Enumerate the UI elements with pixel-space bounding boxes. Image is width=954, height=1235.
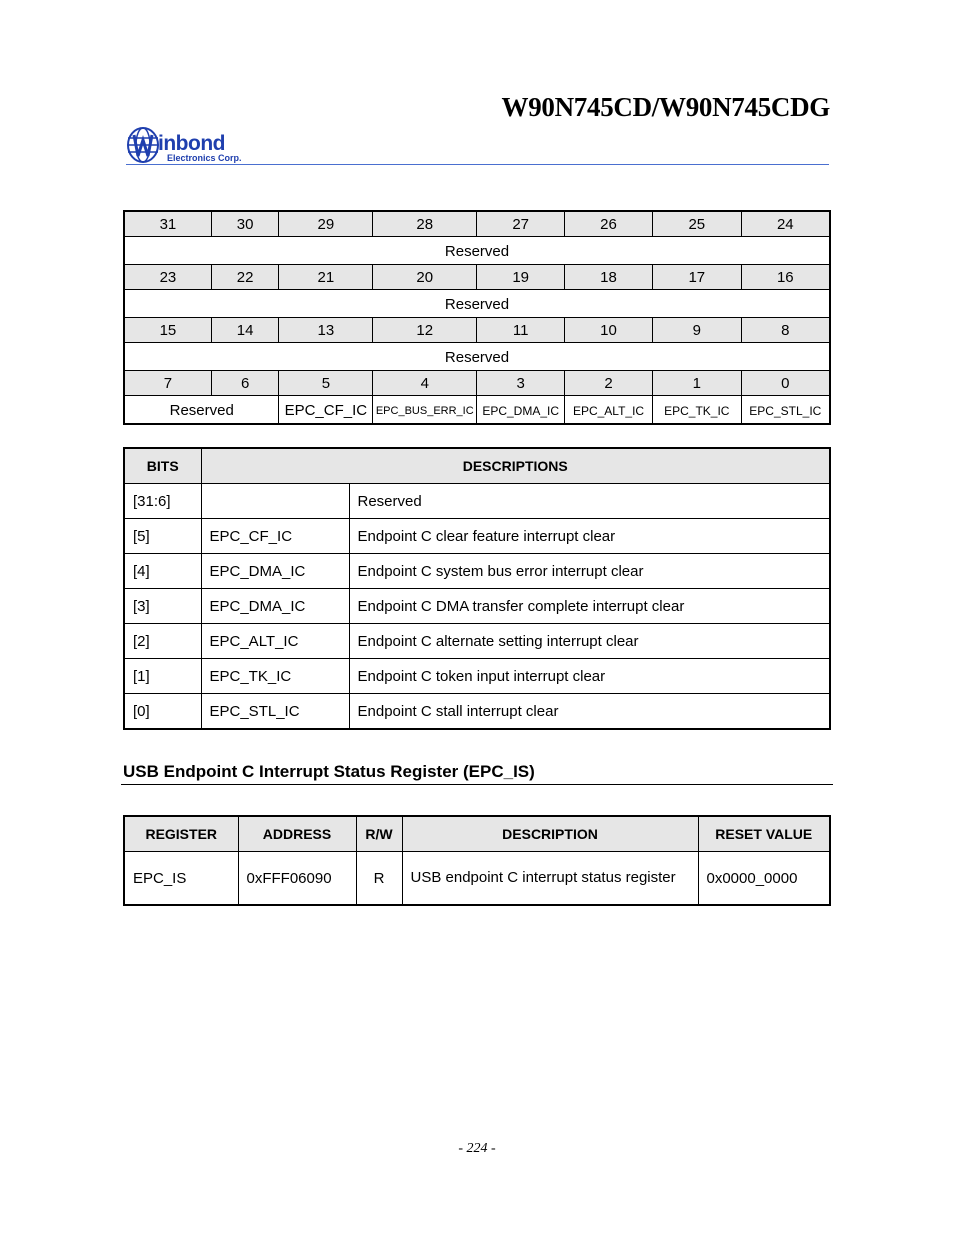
- cell-name: EPC_DMA_IC: [201, 554, 349, 589]
- cell-rw: R: [356, 852, 402, 906]
- cell-bits: [5]: [124, 519, 201, 554]
- bit-number-row: [124, 318, 830, 343]
- header-rw: R/W: [356, 816, 402, 852]
- bit-number: 5: [279, 371, 373, 396]
- bit-number: 1: [652, 371, 741, 396]
- cell-name: EPC_ALT_IC: [201, 624, 349, 659]
- cell-address: 0xFFF06090: [238, 852, 356, 906]
- table-row: [124, 659, 830, 694]
- header-register: REGISTER: [124, 816, 238, 852]
- reserved-field: Reserved: [124, 290, 830, 318]
- table-header-row: [124, 448, 830, 484]
- cell-bits: [31:6]: [124, 484, 201, 519]
- reserved-field: Reserved: [124, 237, 830, 265]
- bit-number: 27: [477, 211, 565, 237]
- register-table: [123, 815, 831, 906]
- bit-field-row: [124, 237, 830, 265]
- cell-bits: [2]: [124, 624, 201, 659]
- bit-number: 29: [279, 211, 373, 237]
- bit-number: 4: [373, 371, 477, 396]
- cell-name: [201, 484, 349, 519]
- bit-number-row: [124, 265, 830, 290]
- bit-number: 2: [565, 371, 653, 396]
- cell-desc: Endpoint C stall interrupt clear: [349, 694, 830, 730]
- cell-desc: Endpoint C alternate setting interrupt clear: [349, 624, 830, 659]
- cell-register: EPC_IS: [124, 852, 238, 906]
- bit-number: 25: [652, 211, 741, 237]
- cell-bits: [1]: [124, 659, 201, 694]
- bit-number: 20: [373, 265, 477, 290]
- cell-desc: Endpoint C DMA transfer complete interrupt clear: [349, 589, 830, 624]
- bit-number: 23: [124, 265, 211, 290]
- bit-field-row: [124, 343, 830, 371]
- bit-number: 24: [741, 211, 830, 237]
- cell-bits: [3]: [124, 589, 201, 624]
- header-reset-value: RESET VALUE: [698, 816, 830, 852]
- cell-reset-value: 0x0000_0000: [698, 852, 830, 906]
- bit-number: 28: [373, 211, 477, 237]
- bit-number-row: [124, 371, 830, 396]
- cell-description: USB endpoint C interrupt status register: [402, 852, 698, 906]
- bit-number: 0: [741, 371, 830, 396]
- section-heading: USB Endpoint C Interrupt Status Register (EPC_IS): [123, 762, 535, 781]
- table-row: [124, 554, 830, 589]
- bit-number: 9: [652, 318, 741, 343]
- cell-name: EPC_STL_IC: [201, 694, 349, 730]
- table-row: [124, 694, 830, 730]
- cell-desc: Endpoint C clear feature interrupt clear: [349, 519, 830, 554]
- bit-number: 31: [124, 211, 211, 237]
- section-rule: [121, 784, 833, 785]
- logo-wordmark: inbond: [158, 132, 225, 155]
- header-bits: BITS: [124, 448, 201, 484]
- field-epc-alt-ic: EPC_ALT_IC: [565, 396, 653, 425]
- logo-subtitle: Electronics Corp.: [167, 153, 242, 163]
- cell-bits: [4]: [124, 554, 201, 589]
- bit-number: 8: [741, 318, 830, 343]
- bit-description-table: [123, 447, 831, 730]
- bit-map-table: [123, 210, 831, 425]
- table-row: [124, 589, 830, 624]
- bit-number: 16: [741, 265, 830, 290]
- header-description: DESCRIPTION: [402, 816, 698, 852]
- field-epc-tk-ic: EPC_TK_IC: [652, 396, 741, 425]
- cell-name: EPC_TK_IC: [201, 659, 349, 694]
- bit-number: 18: [565, 265, 653, 290]
- field-epc-bus-err-ic: EPC_BUS_ERR_IC: [373, 396, 477, 425]
- bit-number: 26: [565, 211, 653, 237]
- bit-number: 3: [477, 371, 565, 396]
- header-descriptions: DESCRIPTIONS: [201, 448, 830, 484]
- bit-number: 19: [477, 265, 565, 290]
- table-header-row: [124, 816, 830, 852]
- winbond-logo: [126, 126, 256, 166]
- field-epc-dma-ic: EPC_DMA_IC: [477, 396, 565, 425]
- cell-desc: Endpoint C token input interrupt clear: [349, 659, 830, 694]
- bit-number: 22: [211, 265, 279, 290]
- bit-field-row: [124, 396, 830, 425]
- bit-number-row: [124, 211, 830, 237]
- reserved-field: Reserved: [124, 343, 830, 371]
- reserved-field: Reserved: [124, 396, 279, 425]
- bit-number: 21: [279, 265, 373, 290]
- header-rule: [126, 164, 829, 165]
- table-row: [124, 484, 830, 519]
- bit-number: 15: [124, 318, 211, 343]
- table-row: [124, 852, 830, 906]
- bit-number: 11: [477, 318, 565, 343]
- cell-desc: Endpoint C system bus error interrupt clear: [349, 554, 830, 589]
- bit-number: 14: [211, 318, 279, 343]
- table-row: [124, 519, 830, 554]
- field-epc-cf-ic: EPC_CF_IC: [279, 396, 373, 425]
- bit-number: 13: [279, 318, 373, 343]
- bit-number: 10: [565, 318, 653, 343]
- header-address: ADDRESS: [238, 816, 356, 852]
- field-epc-stl-ic: EPC_STL_IC: [741, 396, 830, 425]
- cell-bits: [0]: [124, 694, 201, 730]
- bit-number: 6: [211, 371, 279, 396]
- table-row: [124, 624, 830, 659]
- page-number: - 224 -: [458, 1141, 496, 1156]
- bit-number: 17: [652, 265, 741, 290]
- bit-number: 7: [124, 371, 211, 396]
- bit-number: 12: [373, 318, 477, 343]
- cell-name: EPC_CF_IC: [201, 519, 349, 554]
- cell-desc: Reserved: [349, 484, 830, 519]
- bit-number: 30: [211, 211, 279, 237]
- globe-logo-icon: [126, 126, 160, 164]
- bit-field-row: [124, 290, 830, 318]
- cell-name: EPC_DMA_IC: [201, 589, 349, 624]
- document-title: W90N745CD/W90N745CDG: [501, 92, 830, 122]
